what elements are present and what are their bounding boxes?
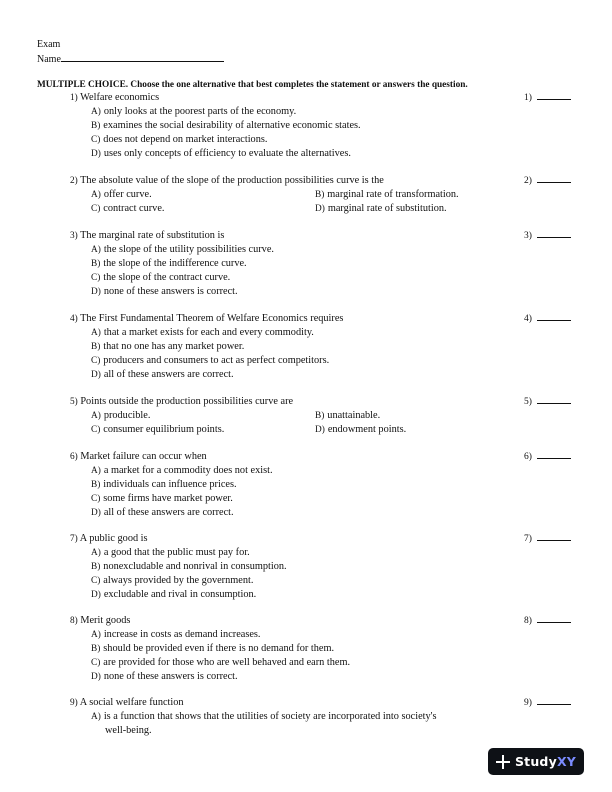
option-a[interactable]: A) producible. (91, 410, 151, 421)
option-b[interactable]: B) nonexcludable and nonrival in consumption. (91, 561, 287, 572)
logo-text: StudyXY (514, 754, 577, 769)
answer-blank[interactable]: 3) (524, 229, 571, 241)
option-d[interactable]: D) uses only concepts of efficiency to evaluate the alternatives. (91, 148, 351, 159)
answer-blank[interactable]: 9) (524, 696, 571, 708)
exam-label: Exam (37, 39, 61, 50)
option-c[interactable]: C) consumer equilibrium points. (91, 424, 225, 435)
name-line (37, 52, 224, 66)
option-c[interactable]: C) does not depend on market interactions. (91, 134, 268, 145)
answer-blank[interactable]: 7) (524, 532, 571, 544)
question-stem: 4) The First Fundamental Theorem of Welfare Economics requires (70, 313, 344, 324)
answer-blank[interactable]: 4) (524, 312, 571, 324)
option-b[interactable]: B) the slope of the indifference curve. (91, 258, 247, 269)
studyxy-logo[interactable] (488, 748, 584, 775)
name-blank[interactable] (61, 52, 224, 62)
option-c[interactable]: C) producers and consumers to act as perfect competitors. (91, 355, 330, 366)
question-stem: 3) The marginal rate of substitution is (70, 230, 225, 241)
question-stem: 1) Welfare economics (70, 92, 160, 103)
option-a[interactable]: A) is a function that shows that the utilities of society are incorporated into society's well-being. (91, 711, 437, 736)
option-d[interactable]: D) excludable and rival in consumption. (91, 589, 257, 600)
option-b[interactable]: B) that no one has any market power. (91, 341, 245, 352)
question-stem: 7) A public good is (70, 533, 148, 544)
answer-blank[interactable]: 2) (524, 174, 571, 186)
option-a[interactable]: A) a good that the public must pay for. (91, 547, 250, 558)
option-a[interactable]: A) a market for a commodity does not exist. (91, 465, 273, 476)
option-b[interactable]: B) should be provided even if there is no demand for them. (91, 643, 335, 654)
name-label: Name (37, 54, 61, 65)
question-stem: 8) Merit goods (70, 615, 131, 626)
option-d[interactable]: D) endowment points. (315, 424, 407, 435)
option-d[interactable]: D) all of these answers are correct. (91, 507, 234, 518)
option-b[interactable]: B) unattainable. (315, 410, 381, 421)
answer-blank[interactable]: 1) (524, 91, 571, 103)
answer-blank[interactable]: 6) (524, 450, 571, 462)
option-a[interactable]: A) offer curve. (91, 189, 152, 200)
option-c[interactable]: C) contract curve. (91, 203, 165, 214)
option-d[interactable]: D) none of these answers is correct. (91, 671, 238, 682)
option-d[interactable]: D) none of these answers is correct. (91, 286, 238, 297)
option-c[interactable]: C) some firms have market power. (91, 493, 233, 504)
question-stem: 5) Points outside the production possibilities curve are (70, 396, 294, 407)
question-stem: 9) A social welfare function (70, 697, 184, 708)
option-a[interactable]: A) the slope of the utility possibilities curve. (91, 244, 274, 255)
instructions: MULTIPLE CHOICE. Choose the one alternative that best completes the statement or answers the question. (37, 80, 468, 90)
answer-blank[interactable]: 5) (524, 395, 571, 407)
question-stem: 2) The absolute value of the slope of the production possibilities curve is the (70, 175, 384, 186)
question-stem: 6) Market failure can occur when (70, 451, 207, 462)
option-a[interactable]: A) only looks at the poorest parts of the economy. (91, 106, 297, 117)
option-b[interactable]: B) examines the social desirability of alternative economic states. (91, 120, 361, 131)
option-b[interactable]: B) marginal rate of transformation. (315, 189, 459, 200)
option-c[interactable]: C) are provided for those who are well behaved and earn them. (91, 657, 351, 668)
option-a[interactable]: A) that a market exists for each and every commodity. (91, 327, 314, 338)
option-c[interactable]: C) the slope of the contract curve. (91, 272, 231, 283)
option-a[interactable]: A) increase in costs as demand increases. (91, 629, 261, 640)
plus-icon (496, 755, 510, 769)
answer-blank[interactable]: 8) (524, 614, 571, 626)
option-b[interactable]: B) individuals can influence prices. (91, 479, 237, 490)
option-d[interactable]: D) marginal rate of substitution. (315, 203, 447, 214)
option-d[interactable]: D) all of these answers are correct. (91, 369, 234, 380)
option-c[interactable]: C) always provided by the government. (91, 575, 254, 586)
